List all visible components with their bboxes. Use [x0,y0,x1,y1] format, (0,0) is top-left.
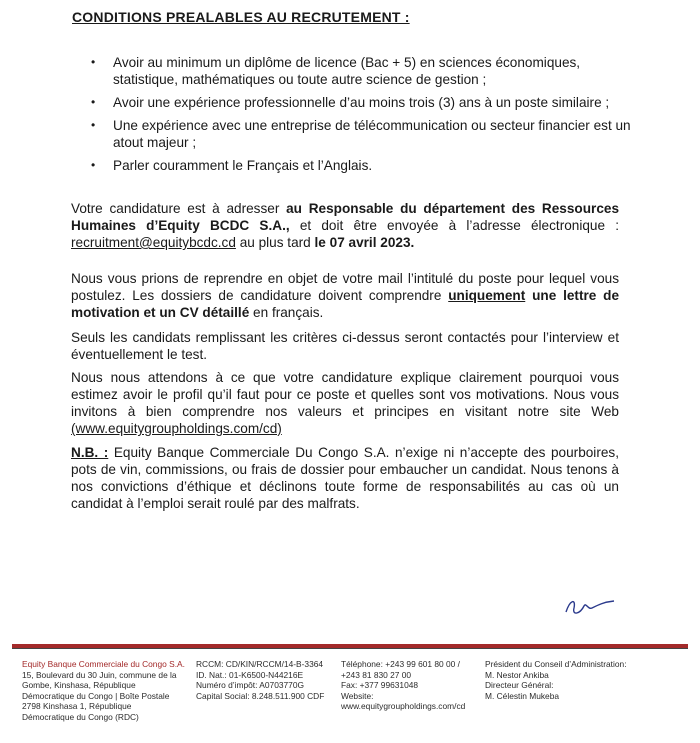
list-item: • Une expérience avec une entreprise de télécommunication ou secteur financier est un atout majeur ; [91,118,631,150]
bullet-icon: • [91,158,96,172]
bullet-icon: • [91,118,96,132]
nb-paragraph: N.B. : Equity Banque Commerciale Du Congo S.A. n’exige ni n’accepte des pourboires, pots de vin, commissions, ou frais de dossier pour embaucher un candidat. Nous tenons à nos convictions d’éthique et déclinons toute forme de responsabilités au cas où un candidat à l’emploi serait roulé par des malfrats. [71,445,619,511]
list-item: • Parler couramment le Français et l’Anglais. [91,158,373,173]
list-item: • Avoir au minimum un diplôme de licence (Bac + 5) en sciences économiques, statistique, mathématiques ou toute autre science de gestion ; [91,55,581,87]
email-link[interactable]: recruitment@equitybcdc.cd [71,235,236,250]
footer-contact: Téléphone: +243 99 601 80 00 / +243 81 830 27 00 Fax: +377 99631048 Website: www.equitygroupholdings.com/cd [341,659,466,712]
application-paragraph: Votre candidature est à adresser au Responsable du département des Ressources Humaines d’Equity BCDC S.A., et doit être envoyée à l’adresse électronique : recruitment@equitybcdc.cd au plus tard le 07 avril 2023. [71,201,620,250]
bullet-icon: • [91,95,96,109]
requirements-list [88,54,648,180]
list-item: • Avoir une expérience professionnelle d’au moins trois (3) ans à un poste similaire ; [91,95,610,110]
deadline: le 07 avril 2023. [314,235,415,250]
signature-icon [560,590,620,620]
footer-management: Président du Conseil d’Administration: M. Nestor Ankiba Directeur Général: M. Célestin Mukeba [485,659,627,701]
footer-website-link[interactable]: www.equitygroupholdings.com/cd [341,701,466,712]
footer-registration: RCCM: CD/KIN/RCCM/14-B-3364 ID. Nat.: 01-K6500-N44216E Numéro d’impôt: A0703770G Capital Social: 8.248.511.900 CDF [196,659,325,701]
bullet-icon: • [91,55,96,69]
nb-label: N.B. : [71,445,109,460]
motivation-paragraph: Nous nous attendons à ce que votre candidature explique clairement pourquoi vous estimez avoir le profil qu’il faut pour ce poste et quelles sont vos motivations. Nous vous invitons à bien comprendre nos valeurs et principes en visitant notre site Web (www.equitygroupholdings.com/cd) [71,370,619,436]
website-link[interactable]: (www.equitygroupholdings.com/cd) [71,421,282,436]
subject-paragraph: Nous vous prions de reprendre en objet de votre mail l’intitulé du poste pour lequel vous postulez. Les dossiers de candidature doivent comprendre uniquement une lettre de motivation et un CV détaillé en français. [71,271,619,320]
footer-address: Equity Banque Commerciale du Congo S.A. 15, Boulevard du 30 Juin, commune de la Gombe, Kinshasa, République Démocratique du Congo | Boîte Postale 2798 Kinshasa 1, République Démocratique du Congo (RDC) [22,659,185,722]
section-heading: CONDITIONS PREALABLES AU RECRUTEMENT : [72,9,410,25]
footer-divider-thin [12,648,688,649]
selection-paragraph: Seuls les candidats remplissant les critères ci-dessus seront contactés pour l’interview et éventuellement le test. [71,330,619,362]
